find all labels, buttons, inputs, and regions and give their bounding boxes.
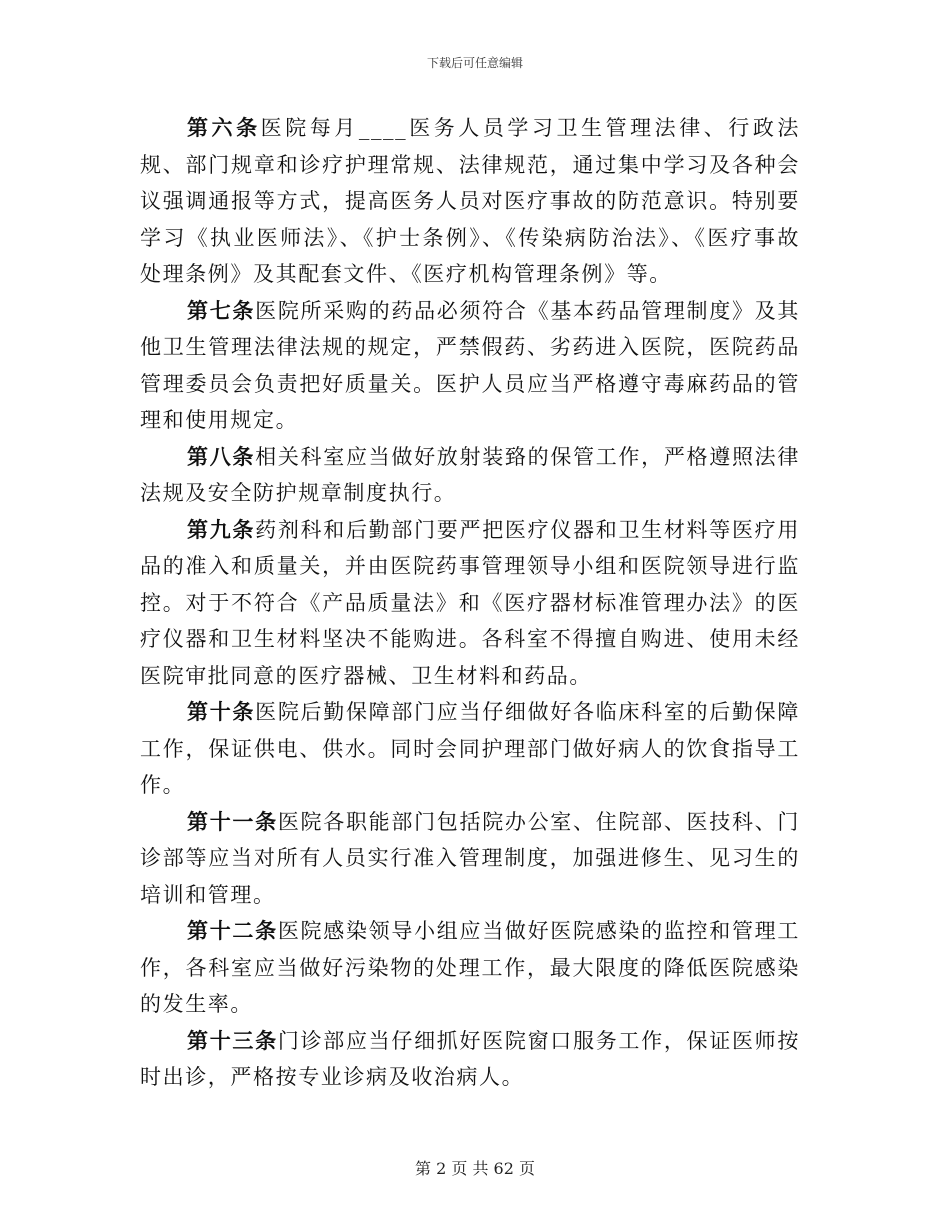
article-heading: 第十三条: [187, 1027, 278, 1053]
document-body: [140, 110, 800, 1096]
article-11: [140, 804, 800, 914]
article-12: [140, 913, 800, 1023]
article-heading: 第十二条: [187, 918, 278, 943]
article-6: [140, 110, 800, 293]
article-text: 医院后勤保障部门应当仔细做好各临床科室的后勤保障工作，保证供电、供水。同时会同护理部门做好病人的饮食指导工作。: [140, 700, 800, 797]
article-8: [140, 439, 800, 512]
article-heading: 第十条: [187, 699, 256, 724]
article-text: 门诊部应当仔细抓好医院窗口服务工作，保证医师按时出诊，严格按专业诊病及收治病人。: [140, 1028, 800, 1089]
article-text: 医院感染领导小组应当做好医院感染的监控和管理工作，各科室应当做好污染物的处理工作，最大限度的降低医院感染的发生率。: [140, 919, 800, 1016]
article-9: [140, 512, 800, 695]
article-text: 相关科室应当做好放射装臵的保管工作，严格遵照法律法规及安全防护规章制度执行。: [140, 444, 800, 505]
article-text: 医院各职能部门包括院办公室、住院部、医技科、门诊部等应当对所有人员实行准入管理制度，加强进修生、见习生的培训和管理。: [140, 809, 800, 907]
article-heading: 第十一条: [187, 808, 278, 834]
article-text: 医院每月____医务人员学习卫生管理法律、行政法规、部门规章和诊疗护理常规、法律规范，通过集中学习及各种会议强调通报等方式，提高医务人员对医疗事故的防范意识。特别要学习《执业医师法》、《护士条例》、《传染病防治法》、《医疗事故处理条例》及其配套文件、《医疗机构管理条例》等。: [140, 116, 800, 286]
article-heading: 第六条: [187, 115, 261, 140]
page-header-note: 下载后可任意编辑: [426, 56, 523, 70]
article-13: [140, 1023, 800, 1096]
article-heading: 第七条: [187, 297, 256, 323]
article-7: [140, 293, 800, 439]
article-10: [140, 694, 800, 804]
article-text: 医院所采购的药品必须符合《基本药品管理制度》及其他卫生管理法律法规的规定，严禁假药、劣药进入医院，医院药品管理委员会负责把好质量关。医护人员应当严格遵守毒麻药品的管理和使用规定。: [140, 298, 800, 432]
article-heading: 第八条: [187, 443, 256, 469]
page-number: 第 2 页 共 62 页: [415, 1159, 535, 1178]
article-heading: 第九条: [187, 516, 256, 542]
article-text: 药剂科和后勤部门要严把医疗仪器和卫生材料等医疗用品的准入和质量关，并由医院药事管理领导小组和医院领导进行监控。对于不符合《产品质量法》和《医疗器材标准管理办法》的医疗仪器和卫生材料坚决不能购进。各科室不得擅自购进、使用未经医院审批同意的医疗器械、卫生材料和药品。: [140, 517, 800, 688]
